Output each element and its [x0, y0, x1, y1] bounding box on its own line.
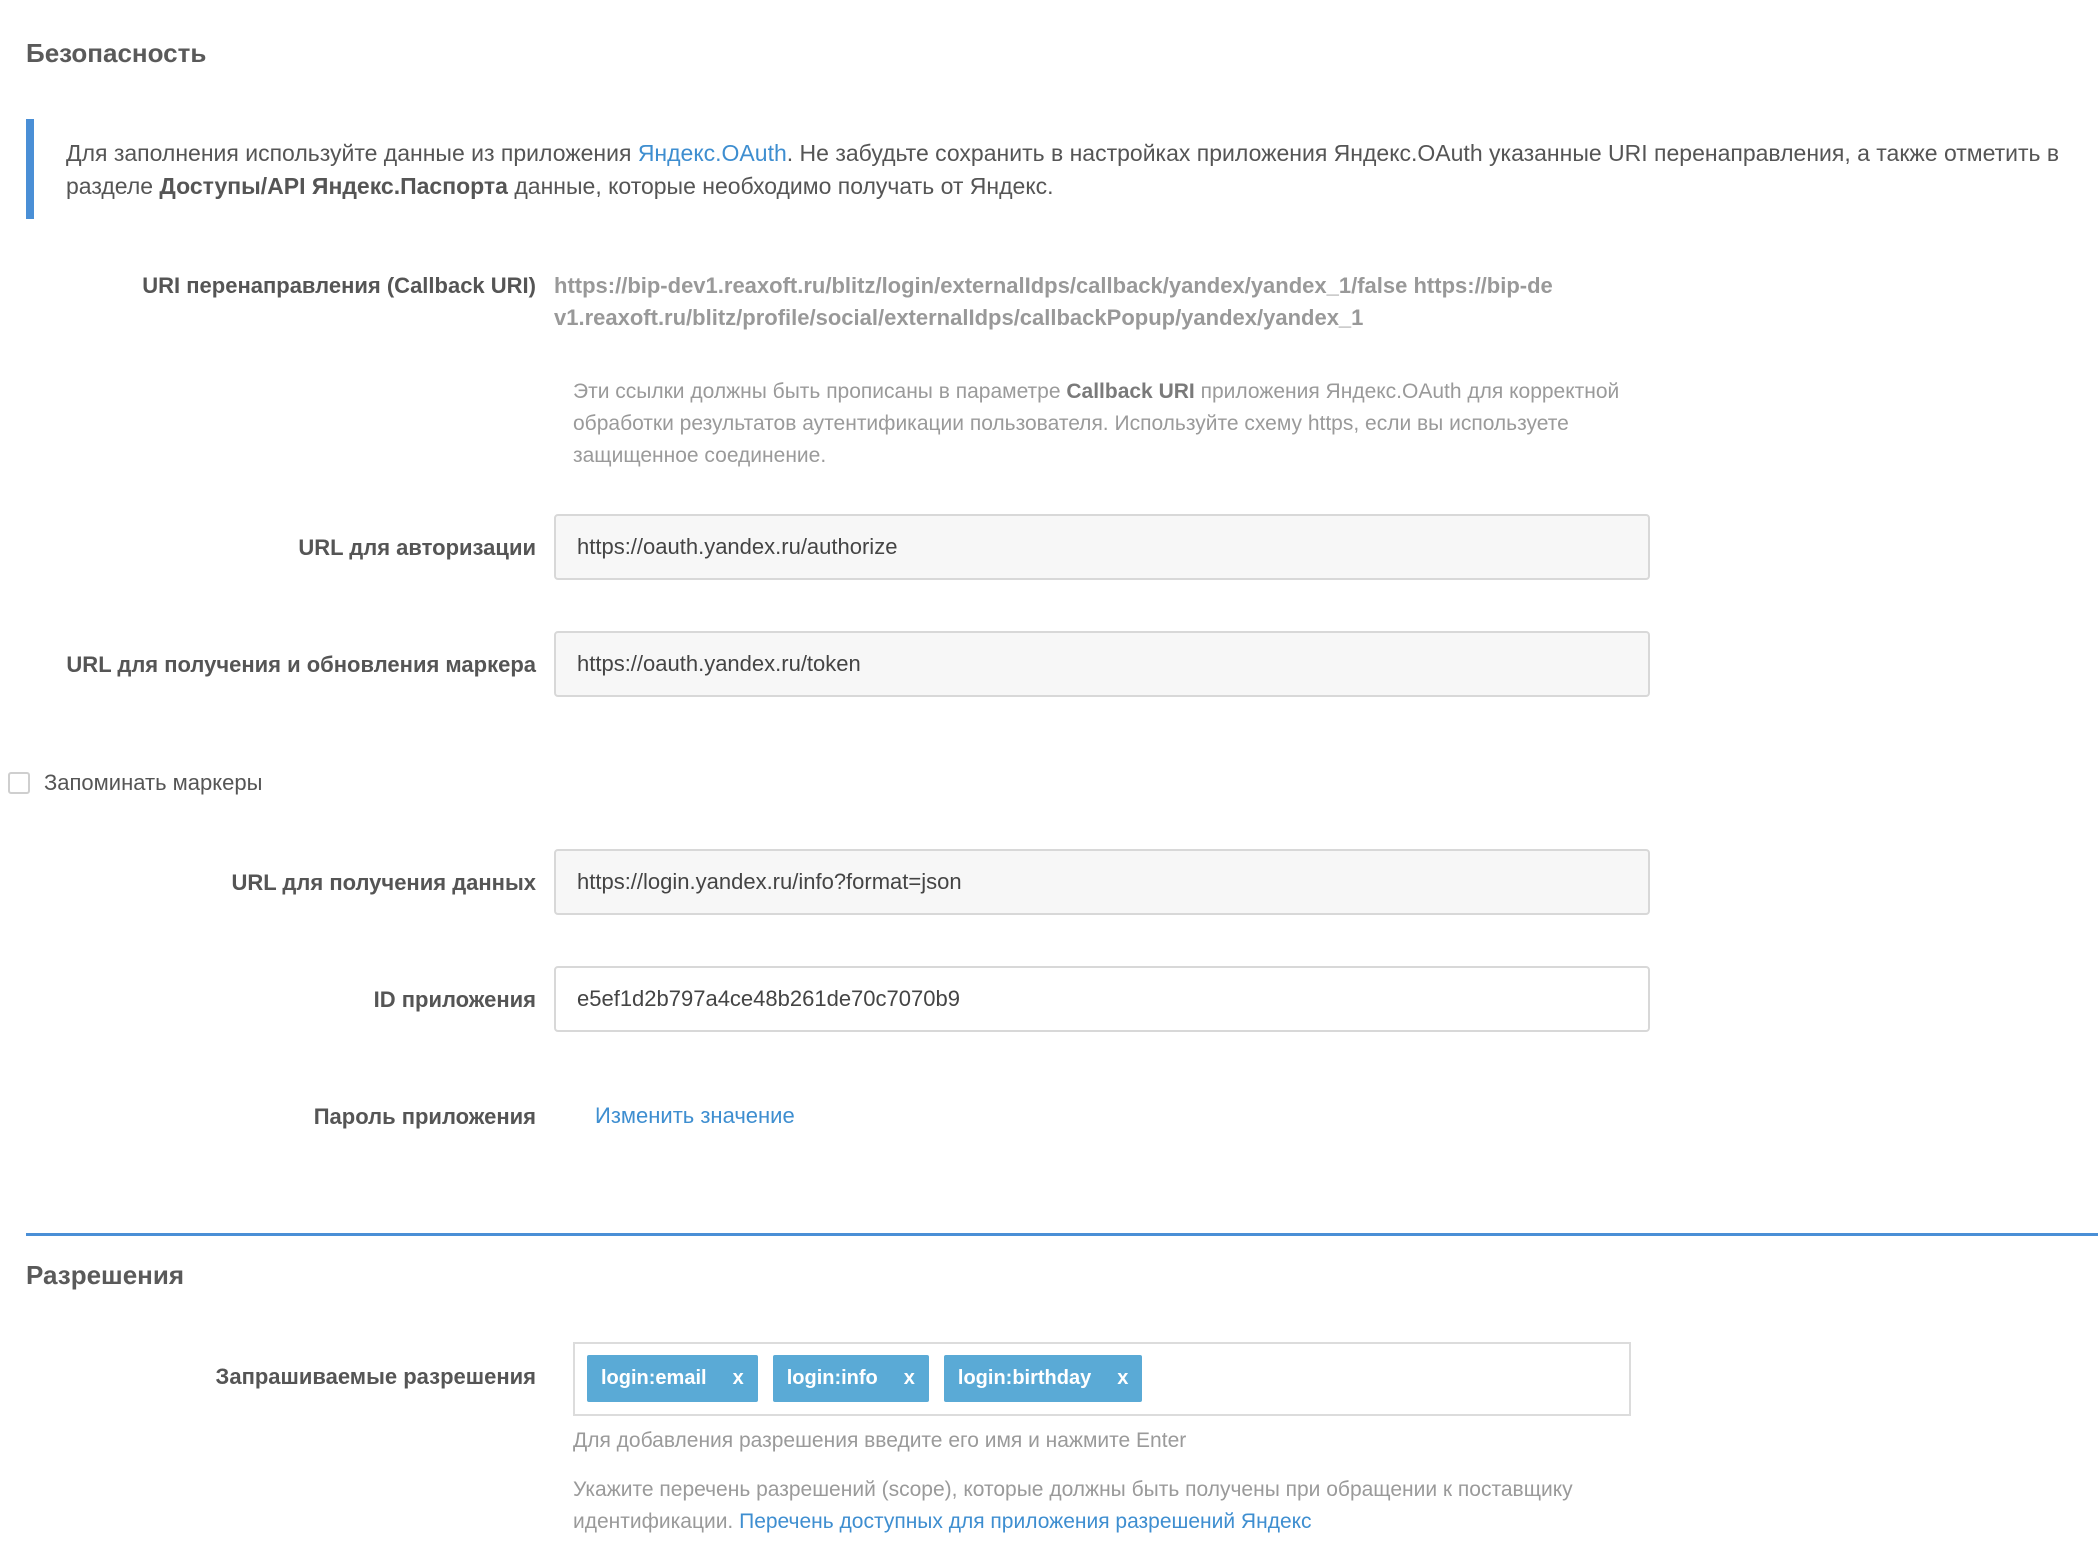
- yandex-scopes-link[interactable]: Перечень доступных для приложения разрешений Яндекс: [739, 1510, 1312, 1533]
- permissions-help: [573, 1474, 1633, 1538]
- remember-tokens-row[interactable]: [8, 770, 262, 796]
- remove-tag-icon[interactable]: x: [732, 1367, 744, 1389]
- info-text-2: . Не забудьте сохранить в настройках приложения Яндекс.OAuth указанные URI перенаправления, а также отметить в разделе: [66, 140, 2060, 199]
- section-title-permissions: Разрешения: [26, 1260, 185, 1290]
- remove-tag-icon[interactable]: x: [903, 1367, 915, 1389]
- callback-help-bold: Callback URI: [1066, 380, 1195, 403]
- permission-tag-label: login:info: [786, 1367, 878, 1389]
- yandex-oauth-link[interactable]: Яндекс.OAuth: [637, 140, 787, 166]
- data-url-label: URL для получения данных: [231, 870, 536, 895]
- section-title-security: Безопасность: [26, 38, 207, 68]
- callback-uri-value: https://bip-dev1.reaxoft.ru/blitz/login/externalIdps/callback/yandex/yandex_1/false https://bip-dev1.reaxoft.ru/blitz/profile/social/externalIdps/callbackPopup/yandex/yandex_1: [554, 273, 1553, 330]
- info-text-1: Для заполнения используйте данные из приложения: [66, 140, 638, 166]
- remember-tokens-label: Запоминать маркеры: [44, 770, 263, 795]
- remember-tokens-checkbox[interactable]: [8, 772, 30, 794]
- permissions-help-text: Укажите перечень разрешений (scope), которые должны быть получены при обращении к поставщику идентификации.: [573, 1478, 1573, 1533]
- permissions-tag-input[interactable]: [573, 1342, 1631, 1416]
- permission-tag: [587, 1355, 758, 1402]
- permission-tag-label: login:email: [601, 1367, 707, 1389]
- remove-tag-icon[interactable]: x: [1117, 1367, 1129, 1389]
- change-password-link[interactable]: Изменить значение: [595, 1103, 795, 1128]
- callback-help-text-2: приложения Яндекс.OAuth для корректной обработки результатов аутентификации пользователя. Используйте схему https, если вы используете защищенное соединение.: [573, 380, 1620, 467]
- token-url-label: URL для получения и обновления маркера: [66, 652, 536, 677]
- info-bold-text: Доступы/API Яндекс.Паспорта: [159, 173, 508, 199]
- permission-tag: [773, 1355, 929, 1402]
- callback-uri-help: [573, 376, 1633, 472]
- app-id-input[interactable]: [554, 966, 1650, 1032]
- app-id-label: ID приложения: [373, 987, 536, 1012]
- auth-url-input[interactable]: [554, 514, 1650, 580]
- token-url-input[interactable]: [554, 631, 1650, 697]
- data-url-input[interactable]: [554, 849, 1650, 915]
- permissions-hint: Для добавления разрешения введите его имя и нажмите Enter: [573, 1429, 1187, 1452]
- callback-help-text-1: Эти ссылки должны быть прописаны в параметре: [573, 380, 1067, 403]
- permission-tag: [944, 1355, 1142, 1402]
- permissions-label: Запрашиваемые разрешения: [215, 1364, 536, 1389]
- callback-uri-label: URI перенаправления (Callback URI): [142, 273, 536, 298]
- info-text-3: данные, которые необходимо получать от Яндекс.: [507, 173, 1054, 199]
- permission-tag-label: login:birthday: [957, 1367, 1092, 1389]
- app-password-label: Пароль приложения: [313, 1104, 536, 1129]
- auth-url-label: URL для авторизации: [298, 535, 536, 560]
- section-divider: [26, 1233, 2098, 1236]
- info-callout: [26, 119, 2098, 219]
